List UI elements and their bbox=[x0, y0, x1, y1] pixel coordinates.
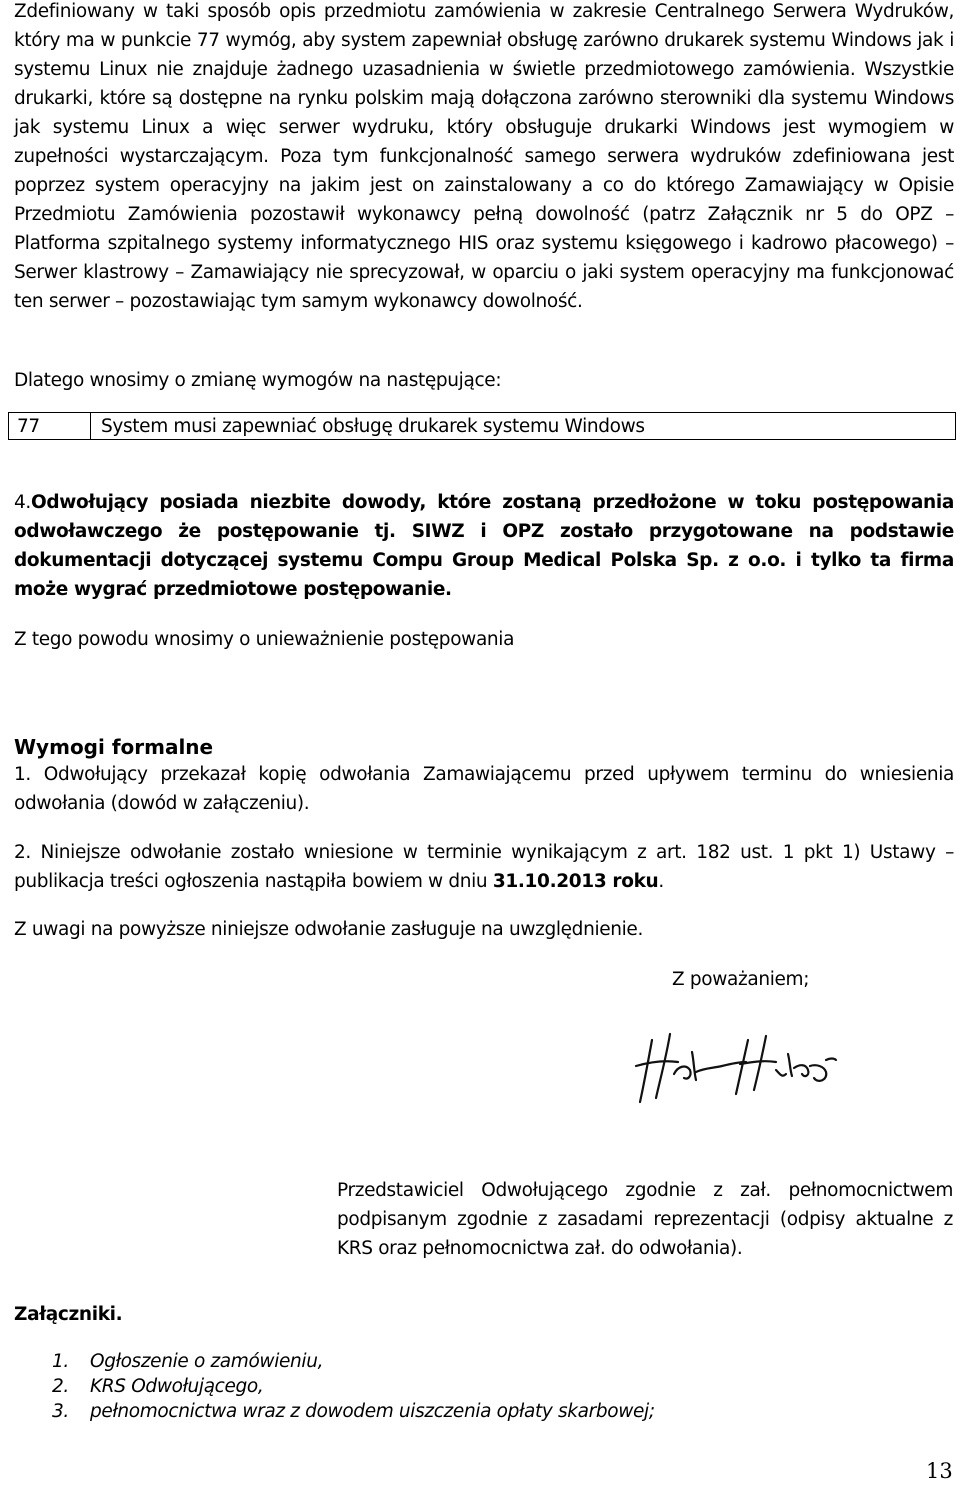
attachments-list bbox=[52, 1349, 655, 1424]
intro-paragraph: Zdefiniowany w taki sposób opis przedmiotu zamówienia w zakresie Centralnego Serwera Wydruków, który ma w punkcie 77 wymóg, aby system zapewniał obsługę zarówno drukarek systemu Windows jak i systemu Linux nie znajduje żadnego uzasadnienia w świetle przedmiotowego zamówienia. Wszystkie drukarki, które są dostępne na rynku polskim mają dołączona zarówno sterowniki dla systemu Windows jak systemu Linux a więc serwer wydruku, który obsługuje drukarki Windows jest wymogiem w zupełności wystarczającym. Poza tym funkcjonalność samego serwera wydruków zdefiniowana jest poprzez system operacyjny na jakim jest on zainstalowany a co do którego Zamawiający w Opisie Przedmiotu Zamówienia pozostawił wykonawcy pełną dowolność (patrz Załącznik nr 5 do OPZ – Platforma szpitalnego systemy informatycznego HIS oraz systemu księgowego i kadrowo płacowego) – Serwer klastrowy – Zamawiający nie sprecyzował, w oparciu o jaki system operacyjny ma funkcjonować ten serwer – pozostawiając tym samym wykonawcy dowolność. bbox=[14, 1, 954, 312]
representative-note: Przedstawiciel Odwołującego zgodnie z zał. pełnomocnictwem podpisanym zgodnie z zasadami reprezentacji (odpisy aktualne z KRS oraz pełnomocnictwa zał. do odwołania). bbox=[337, 1180, 953, 1259]
requirement-table bbox=[8, 412, 956, 440]
attachment-number: 2. bbox=[52, 1376, 69, 1397]
attachment-item bbox=[52, 1374, 655, 1399]
attachment-text: pełnomocnictwa wraz z dowodem uiszczenia opłaty skarbowej; bbox=[90, 1401, 655, 1422]
handwritten-signature-icon bbox=[630, 1022, 840, 1112]
attachment-number: 1. bbox=[52, 1351, 69, 1372]
point-4-number: 4. bbox=[14, 492, 31, 513]
attachments-heading: Załączniki. bbox=[14, 1304, 123, 1325]
point-4-text: Odwołujący posiada niezbite dowody, które zostaną przedłożone w toku postępowania odwoławczego że postępowanie tj. SIWZ i OPZ zostało przygotowane na podstawie dokumentacji dotyczącej systemu Compu Group Medical Polska Sp. z o.o. i tylko ta firma może wygrać przedmiotowe postępowanie. bbox=[14, 492, 954, 600]
page-number: 13 bbox=[926, 1459, 953, 1483]
formal-item-2 bbox=[14, 838, 954, 896]
attachment-item bbox=[52, 1399, 655, 1424]
point-4-paragraph bbox=[14, 488, 954, 604]
attachment-number: 3. bbox=[52, 1401, 69, 1422]
formal-item-2-end: . bbox=[658, 871, 664, 892]
attachment-text: Ogłoszenie o zamówieniu, bbox=[90, 1351, 324, 1372]
requirement-number: 77 bbox=[9, 413, 91, 439]
publication-date: 31.10.2013 roku bbox=[492, 871, 659, 892]
closing-salutation: Z poważaniem; bbox=[672, 969, 810, 990]
formal-item-2-text: 2. Niniejsze odwołanie zostało wniesione w terminie wynikającym z art. 182 ust. 1 pkt 1) Ustawy – publikacja treści ogłoszenia nastąpiła bowiem w dniu bbox=[14, 842, 954, 892]
formal-item-1: 1. Odwołujący przekazał kopię odwołania Zamawiającemu przed upływem terminu do wniesienia odwołania (dowód w załączeniu). bbox=[14, 764, 954, 814]
formal-requirements-heading: Wymogi formalne bbox=[14, 735, 214, 759]
attachment-text: KRS Odwołującego, bbox=[90, 1376, 264, 1397]
requirement-text: System musi zapewniać obsługę drukarek systemu Windows bbox=[101, 416, 645, 437]
conclusion-text: Z uwagi na powyższe niniejsze odwołanie zasługuje na uwzględnienie. bbox=[14, 919, 643, 940]
annulment-request-text: Z tego powodu wnosimy o unieważnienie postępowania bbox=[14, 629, 515, 650]
attachment-item bbox=[52, 1349, 655, 1374]
change-request-text: Dlatego wnosimy o zmianę wymogów na następujące: bbox=[14, 370, 502, 391]
